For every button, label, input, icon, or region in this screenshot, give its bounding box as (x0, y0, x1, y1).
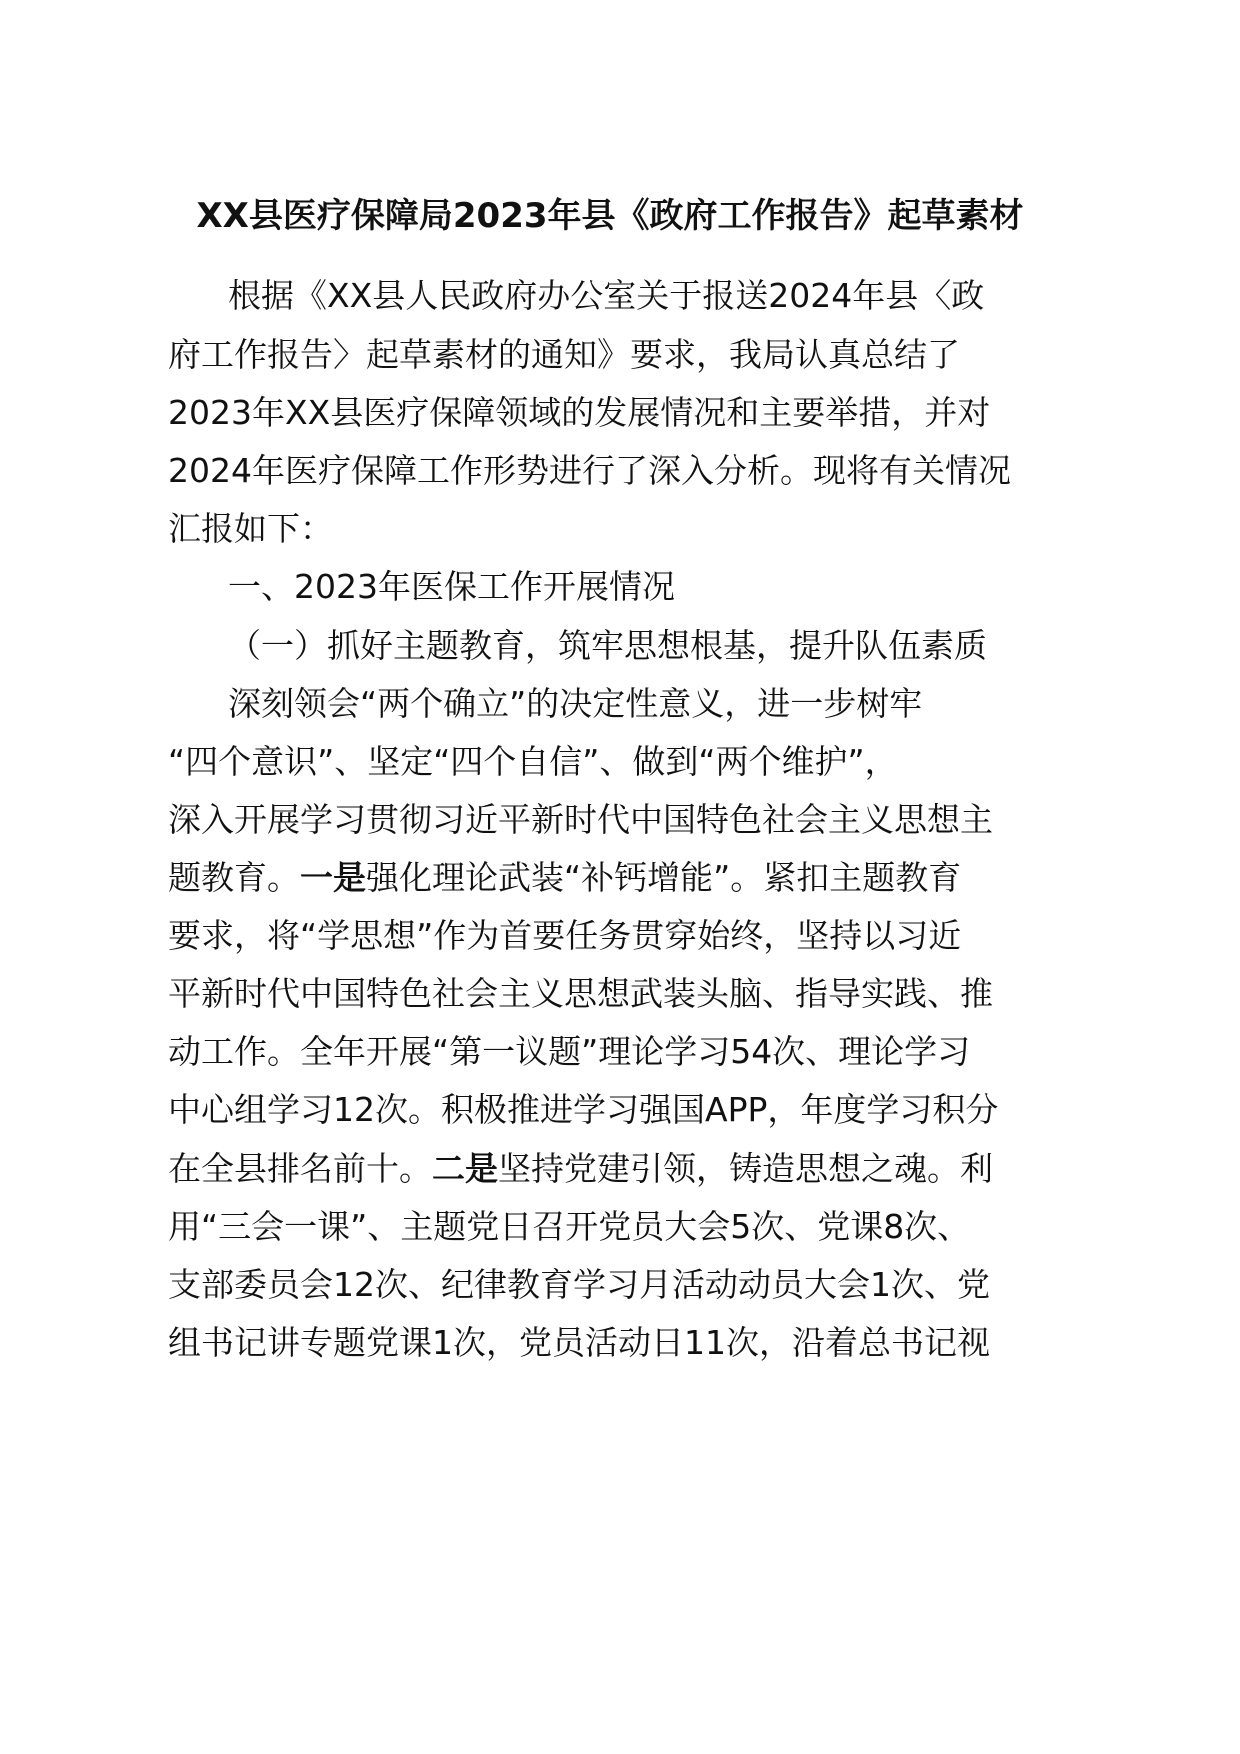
body-text-line (168, 1032, 970, 1072)
body-text-line (228, 567, 675, 607)
line-text: 题教育。 (168, 858, 300, 897)
body-text-line (168, 1090, 998, 1130)
body-text-line (168, 1207, 970, 1247)
body-text-line (228, 684, 922, 724)
line-text: 在全县排名前十。 (168, 1149, 432, 1188)
line-text: 支部委员会12次、纪律教育学习月活动动员大会1次、党 (168, 1265, 990, 1304)
line-text: 府工作报告〉起草素材的通知》要求，我局认真总结了 (168, 335, 960, 374)
bold-emphasis-text: 二是 (432, 1149, 498, 1188)
body-text-line (168, 393, 990, 433)
line-text: 坚持党建引领，铸造思想之魂。利 (498, 1149, 993, 1188)
body-text-line (168, 335, 960, 375)
line-text: 深入开展学习贯彻习近平新时代中国特色社会主义思想主 (168, 800, 993, 839)
line-text: 一、2023年医保工作开展情况 (228, 567, 675, 606)
line-text: 2024年医疗保障工作形势进行了深入分析。现将有关情况 (168, 451, 1011, 490)
body-text-line (168, 800, 993, 840)
body-text-line (168, 1265, 990, 1305)
document-title: XX县医疗保障局2023年县《政府工作报告》起草素材 (196, 196, 1024, 236)
line-text: 中心组学习12次。积极推进学习强国APP，年度学习积分 (168, 1090, 999, 1129)
body-text-line (168, 1323, 990, 1363)
line-text: 动工作。全年开展“第一议题”理论学习54次、理论学习 (168, 1032, 971, 1071)
line-text: 根据《XX县人民政府办公室关于报送2024年县〈政 (228, 276, 985, 315)
body-text-line (168, 916, 961, 956)
body-text-line (168, 1149, 993, 1189)
bold-emphasis-text: 一是 (300, 858, 366, 897)
line-text: 要求，将“学思想”作为首要任务贯穿始终，坚持以习近 (168, 916, 962, 955)
line-text: 深刻领会“两个确立”的决定性意义，进一步树牢 (228, 684, 923, 723)
body-text-line (168, 742, 898, 782)
line-text: 平新时代中国特色社会主义思想武装头脑、指导实践、推 (168, 974, 993, 1013)
body-text-line (168, 858, 961, 898)
line-text: 用“三会一课”、主题党日召开党员大会5次、党课8次、 (168, 1207, 971, 1246)
line-text: 组书记讲专题党课1次，党员活动日11次，沿着总书记视 (168, 1323, 990, 1362)
body-text-line (168, 509, 333, 549)
line-text: 强化理论武装“补钙增能”。紧扣主题教育 (366, 858, 962, 897)
line-text: 2023年XX县医疗保障领域的发展情况和主要举措，并对 (168, 393, 991, 432)
line-text: （一）抓好主题教育，筑牢思想根基，提升队伍素质 (228, 626, 987, 665)
line-text: “四个意识”、坚定“四个自信”、做到“两个维护”， (168, 742, 898, 781)
body-text-line (228, 626, 987, 666)
body-text-line (168, 451, 1011, 491)
line-text: 汇报如下： (168, 509, 333, 548)
body-text-line (228, 276, 984, 316)
body-text-line (168, 974, 993, 1014)
